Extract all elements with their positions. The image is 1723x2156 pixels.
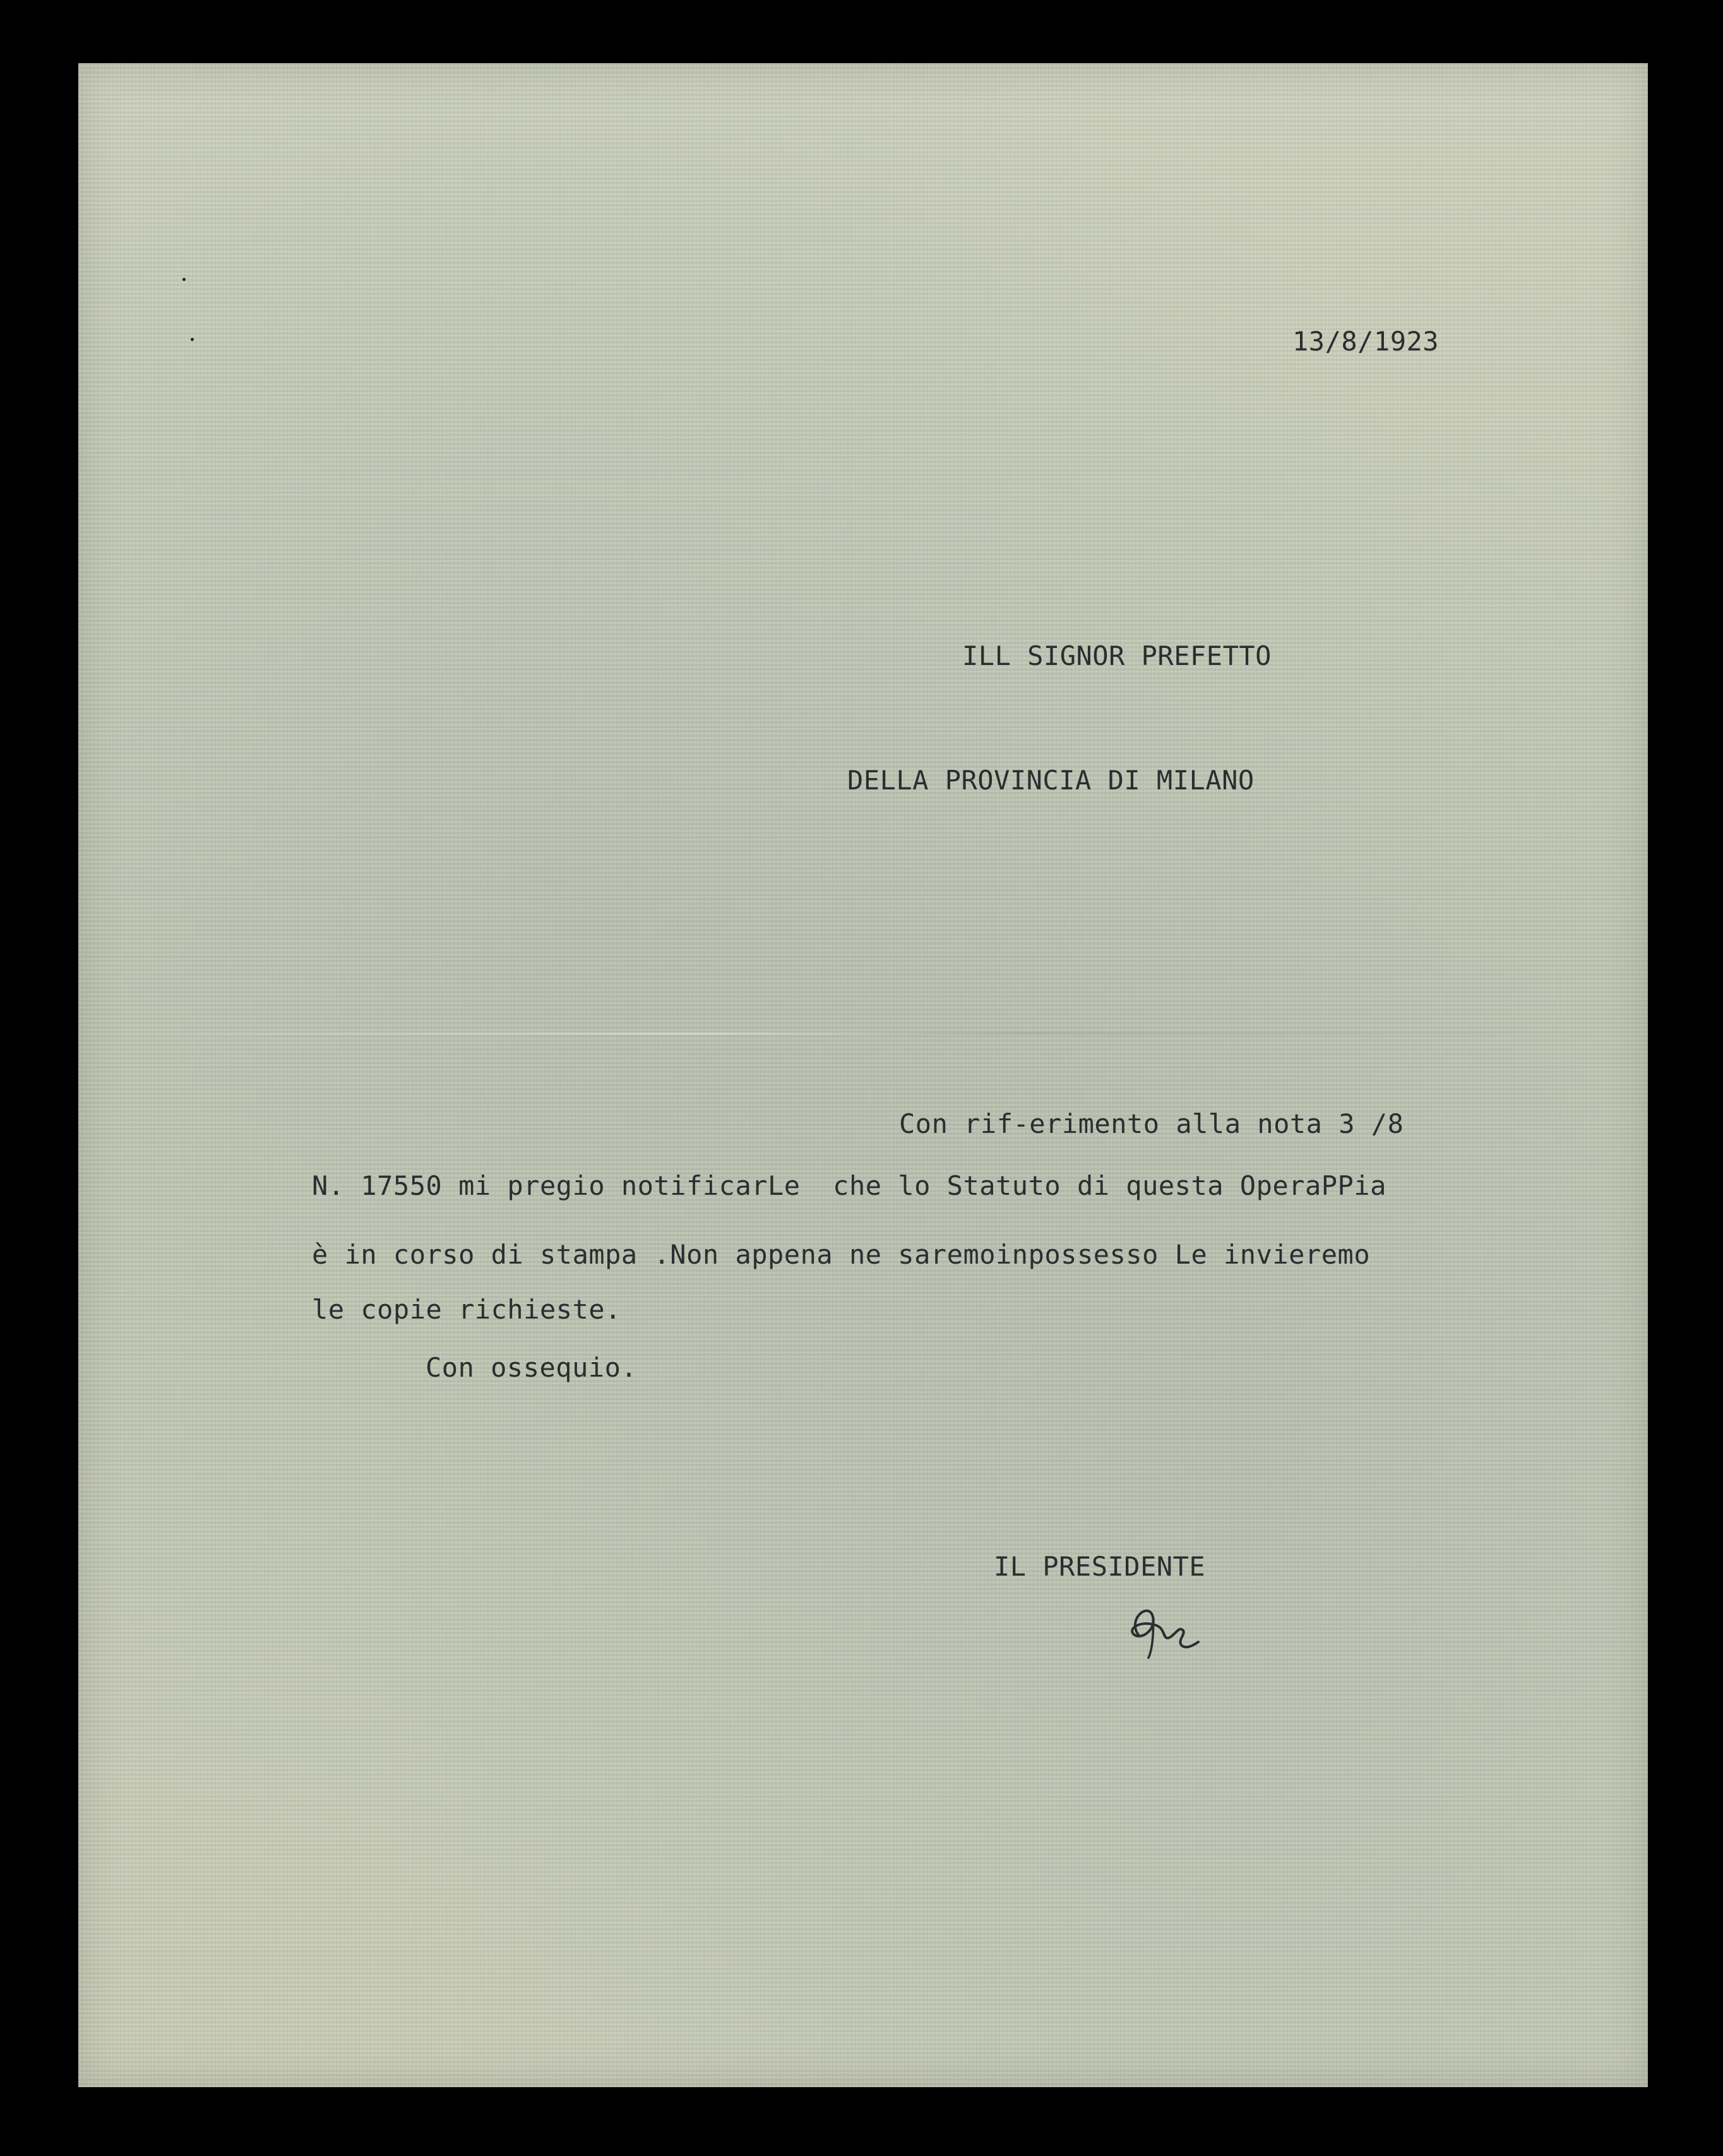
letter-date: 13/8/1923	[1292, 326, 1440, 357]
ink-speck	[191, 338, 194, 341]
closing-salutation: Con ossequio.	[426, 1352, 638, 1383]
body-line-4: le copie richieste.	[312, 1294, 621, 1325]
letter-sheet	[78, 63, 1648, 2087]
ink-speck	[182, 278, 186, 281]
handwritten-signature	[1114, 1591, 1208, 1667]
body-line-3: è in corso di stampa .Non appena ne saremoinpossesso Le invieremo	[312, 1239, 1371, 1270]
paper-fold-crease	[78, 1033, 1648, 1034]
recipient-title: ILL SIGNOR PREFETTO	[962, 640, 1272, 671]
body-line-1: Con rif-erimento alla nota 3 /8	[899, 1108, 1404, 1139]
body-line-2: N. 17550 mi pregio notificarLe che lo Statuto di questa OperaPPia	[312, 1170, 1386, 1201]
signer-title: IL PRESIDENTE	[994, 1551, 1206, 1582]
recipient-office: DELLA PROVINCIA DI MILANO	[847, 765, 1255, 796]
